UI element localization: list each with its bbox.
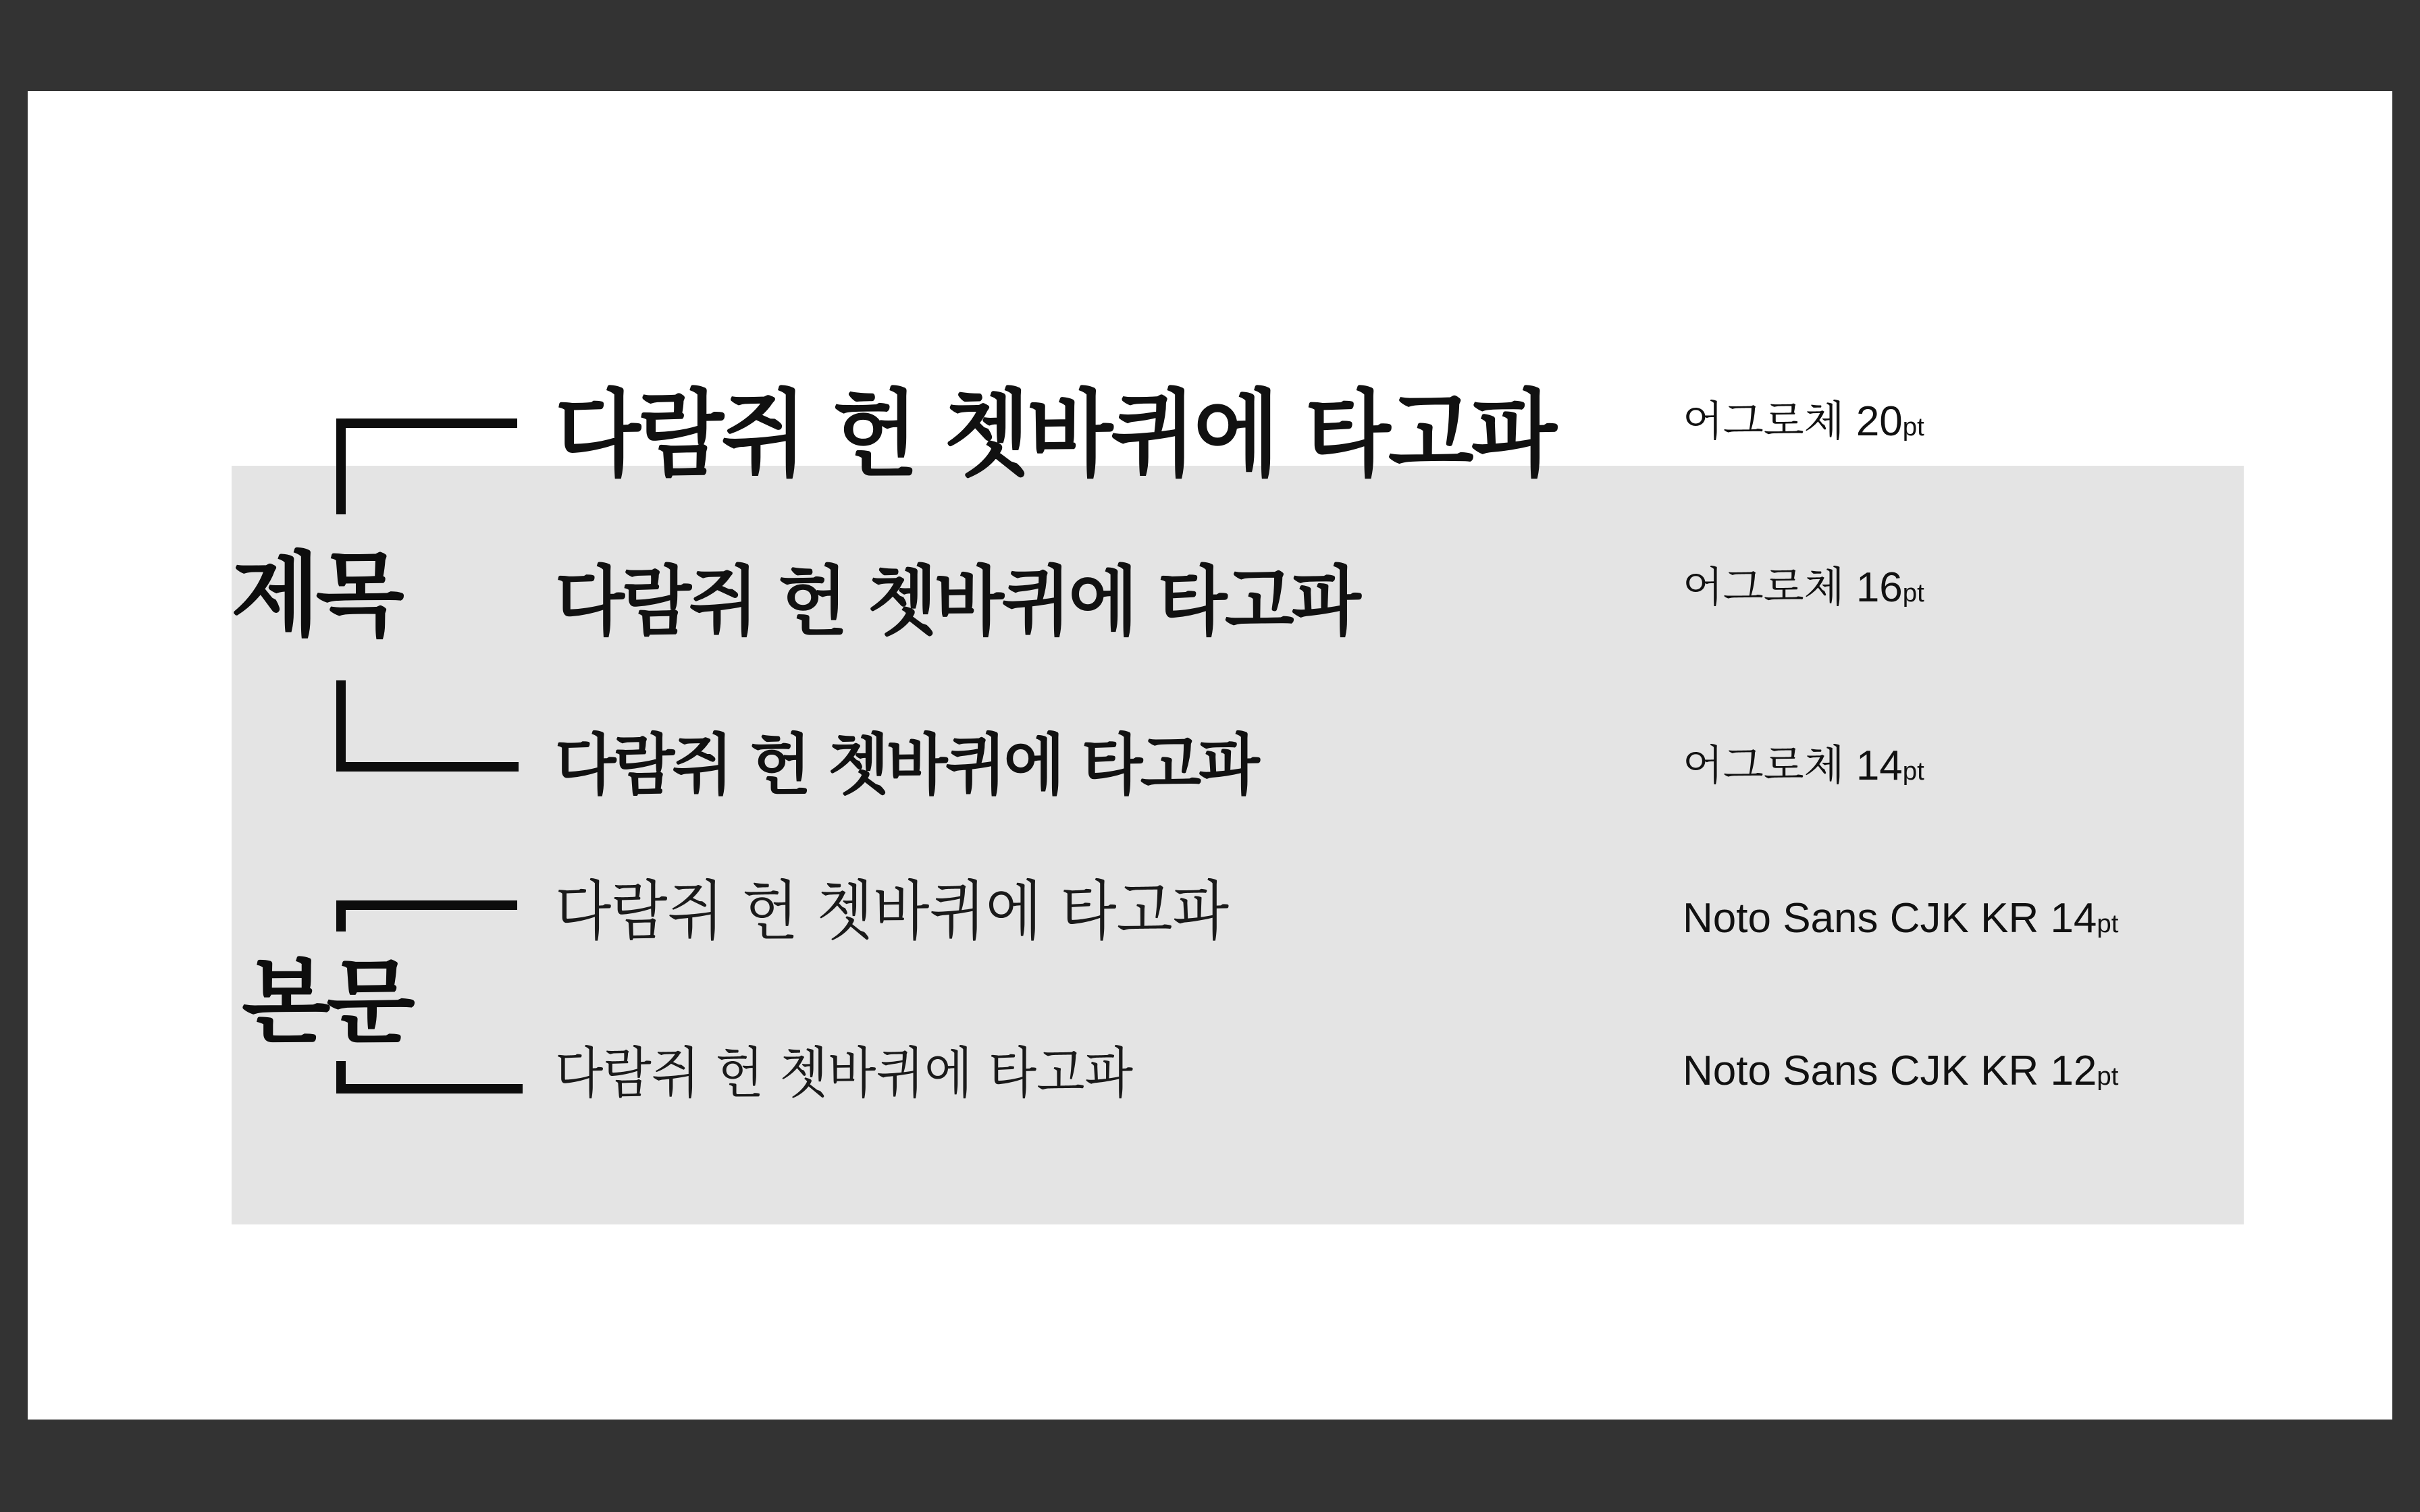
title-bracket-bottom-vertical	[336, 680, 346, 772]
font-unit: pt	[1902, 412, 1924, 441]
font-name: 어그로체	[1683, 564, 1845, 611]
font-name: Noto Sans CJK KR	[1683, 895, 2039, 942]
sample-text-noto-12pt: 다람쥐 헌 쳇바퀴에 타고파	[555, 1042, 1133, 1106]
font-name: 어그로체	[1683, 398, 1845, 445]
font-unit: pt	[2097, 1062, 2119, 1091]
font-size: 16	[1856, 564, 1903, 611]
font-spec-aggro-14pt	[1683, 742, 1924, 789]
sample-text-aggro-20pt: 다람쥐 헌 쳇바퀴에 타고파	[555, 380, 1554, 490]
font-size: 12	[2050, 1048, 2097, 1094]
font-name: Noto Sans CJK KR	[1683, 1048, 2039, 1094]
title-group-label: 제목	[231, 543, 400, 649]
title-bracket-top-vertical	[336, 418, 346, 514]
sample-text-noto-14pt: 다람쥐 헌 쳇바퀴에 타고파	[555, 873, 1229, 949]
font-spec-aggro-16pt	[1683, 564, 1924, 611]
body-bracket-bottom-horizontal	[336, 1084, 523, 1094]
sample-text-aggro-16pt: 다람쥐 헌 쳇바퀴에 타고파	[555, 558, 1359, 646]
body-bracket-top-horizontal	[336, 900, 517, 910]
font-unit: pt	[1902, 578, 1924, 608]
font-size: 20	[1856, 398, 1903, 445]
font-spec-noto-12pt	[1683, 1050, 2118, 1092]
font-size: 14	[2050, 895, 2097, 942]
font-spec-noto-14pt	[1683, 895, 2119, 942]
title-bracket-top-horizontal	[336, 418, 517, 428]
title-bracket-bottom-horizontal	[336, 762, 519, 772]
font-unit: pt	[2097, 909, 2119, 938]
font-size: 14	[1856, 742, 1903, 789]
font-unit: pt	[1902, 757, 1924, 786]
font-spec-aggro-20pt	[1683, 398, 1924, 445]
sample-text-aggro-14pt: 다람쥐 헌 쳇바퀴에 타고파	[555, 727, 1257, 804]
body-group-label: 본문	[242, 950, 411, 1056]
font-name: 어그로체	[1683, 742, 1845, 789]
